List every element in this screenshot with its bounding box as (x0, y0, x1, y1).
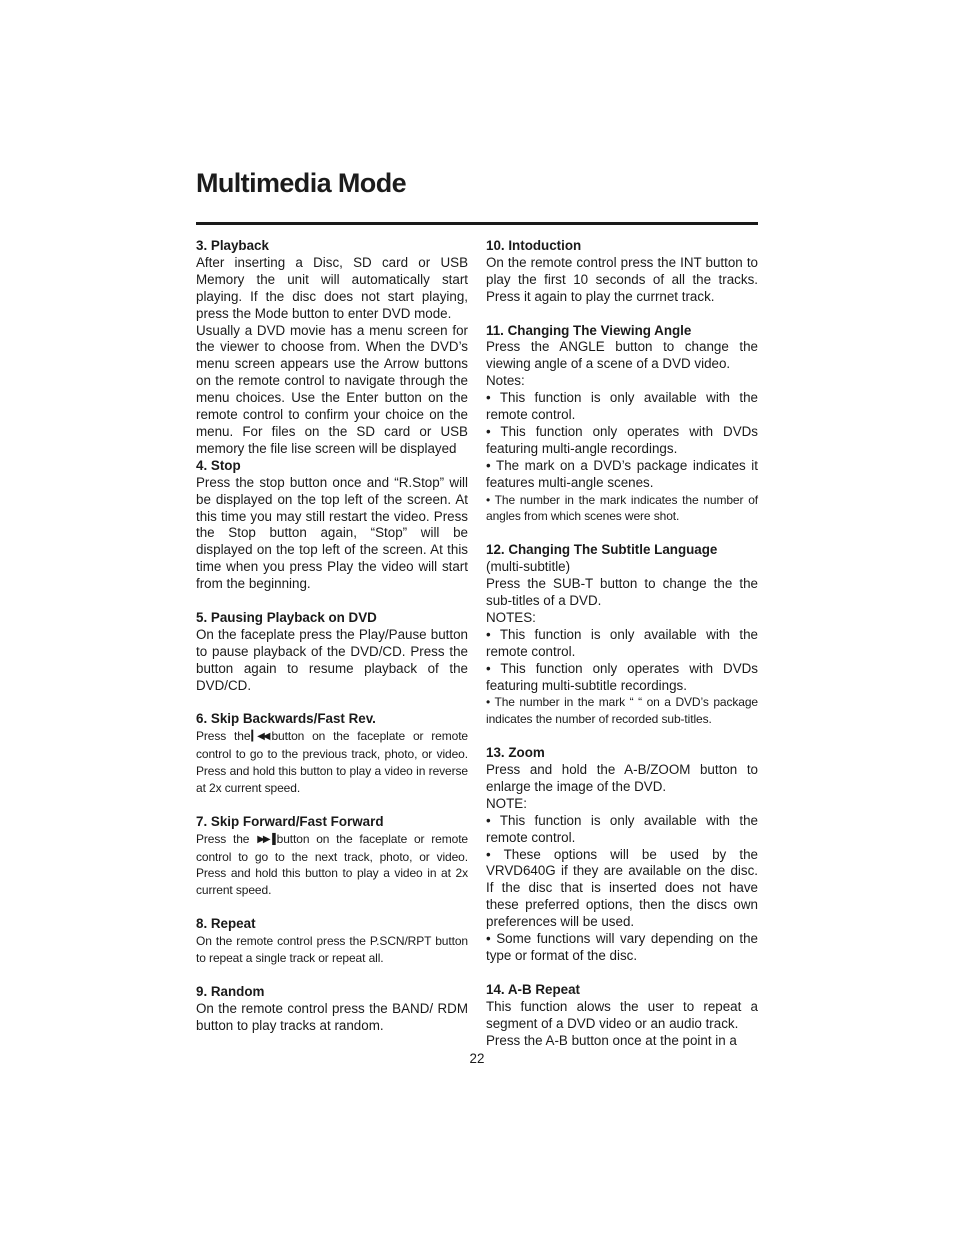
section-text: NOTE: (486, 795, 527, 811)
section-note: • The number in the mark indicates the number of angles from which scenes were shot. (486, 492, 758, 524)
skip-forward-icon: ▶▶▐ (257, 833, 274, 845)
section-text: NOTES: (486, 609, 536, 625)
section-text: (multi-subtitle) (486, 559, 571, 575)
section-text: • This function is only available with the remote control. (486, 626, 758, 659)
section-text: • This function is only available with the remote control. (486, 812, 758, 845)
section-heading: 5. Pausing Playback on DVD (196, 609, 377, 625)
section-repeat (196, 916, 468, 967)
section-skip-forward (196, 814, 468, 900)
text-before-icon: Press the (196, 831, 250, 846)
section-heading: 8. Repeat (196, 916, 256, 932)
section-stop (196, 458, 468, 593)
section-random (196, 984, 468, 1035)
section-subtitle-language (486, 542, 758, 728)
section-heading: 14. A-B Repeat (486, 981, 581, 997)
section-text: • This function is only available with the remote control. (486, 390, 758, 423)
section-text (196, 728, 468, 797)
section-text: On the remote control press the P.SCN/RPT button to repeat a single track or repeat all. (196, 934, 468, 965)
section-text: Notes: (486, 373, 525, 389)
section-text: This function alows the user to repeat a segment of a DVD video or an audio track. (486, 998, 758, 1031)
section-text (196, 831, 468, 900)
section-ab-repeat (486, 982, 758, 1050)
text-after-icon: button on the faceplate or remote control to go to the previous track, photo, or video. Press and hold this button to play a video in reverse at 2x current speed. (196, 729, 469, 795)
section-text: On the remote control press the BAND/ RDM button to play tracks at random. (196, 1000, 468, 1033)
section-heading: 13. Zoom (486, 745, 545, 761)
section-playback (196, 238, 468, 458)
section-text: • The mark on a DVD’s package indicates it features multi-angle scenes. (486, 457, 758, 490)
section-text: • Some functions will vary depending on the type or format of the disc. (486, 931, 758, 964)
section-text: Usually a DVD movie has a menu screen for the viewer to choose from. When the DVD’s menu screen appears use the Arrow buttons on the remote control to navigate through the menu choices. Use the Enter button on the remote control to confirm your choice on the menu. For files on the SD card or USB memory the file lise screen will be displayed (196, 322, 468, 456)
section-text: Press the SUB-T button to change the the sub-titles of a DVD. (486, 576, 758, 608)
section-heading: 3. Playback (196, 238, 269, 253)
page-number: 22 (469, 1051, 485, 1066)
section-heading: 10. Intoduction (486, 238, 582, 253)
section-heading: 9. Random (196, 983, 265, 999)
left-column (196, 238, 468, 1035)
section-zoom (486, 745, 758, 965)
section-text: • This function only operates with DVDs featuring multi-angle recordings. (486, 423, 758, 456)
section-heading: 7. Skip Forward/Fast Forward (196, 813, 384, 829)
section-text: • These options will be used by the VRVD640G if they are available on the disc. If the disc that is inserted does not have these preferred options, then the discs own preferences will be used. (486, 846, 758, 930)
skip-back-icon: ▎◀◀ (251, 731, 269, 743)
section-heading: 6. Skip Backwards/Fast Rev. (196, 711, 376, 727)
section-text: On the faceplate press the Play/Pause button to pause playback of the DVD/CD. Press the button again to resume playback of the DVD/CD. (196, 626, 468, 693)
section-heading: 12. Changing The Subtitle Language (486, 542, 718, 558)
section-viewing-angle (486, 323, 758, 526)
page-title: Multimedia Mode (196, 168, 407, 198)
title-rule (196, 222, 758, 225)
section-introduction (486, 238, 758, 306)
section-text: After inserting a Disc, SD card or USB Memory the unit will automatically start playing. If the disc does not start playing, press the Mode button to enter DVD mode. (196, 254, 468, 321)
text-before-icon: Press the (196, 729, 251, 744)
section-heading: 4. Stop (196, 457, 241, 473)
section-text: Press the ANGLE button to change the viewing angle of a scene of a DVD video. (486, 339, 758, 372)
section-text: • This function only operates with DVDs featuring multi-subtitle recordings. (486, 660, 758, 693)
section-text: Press the A-B button once at the point in a (486, 1032, 737, 1048)
section-heading: 11. Changing The Viewing Angle (486, 322, 692, 338)
section-note: • The number in the mark “ “ on a DVD’s package indicates the number of recorded sub-titles. (486, 695, 758, 727)
text-after-icon: button on the faceplate or remote control to go to the next track, photo, or video. Press and hold this button to play a video in at 2x current speed. (196, 831, 469, 898)
section-text: Press the stop button once and “R.Stop” will be displayed on the top left of the screen. At this time you may still restart the video. Press the Stop button again, “Stop” will be displayed on the top left of the screen. At this time when you press Play the video will start from the beginning. (196, 474, 468, 592)
section-text: Press and hold the A-B/ZOOM button to enlarge the image of the DVD. (486, 762, 758, 794)
section-skip-backwards (196, 711, 468, 797)
section-text: On the remote control press the INT button to play the first 10 seconds of all the tracks. Press it again to play the currnet track. (486, 254, 758, 304)
right-column (486, 238, 758, 1049)
section-pausing-playback (196, 610, 468, 695)
